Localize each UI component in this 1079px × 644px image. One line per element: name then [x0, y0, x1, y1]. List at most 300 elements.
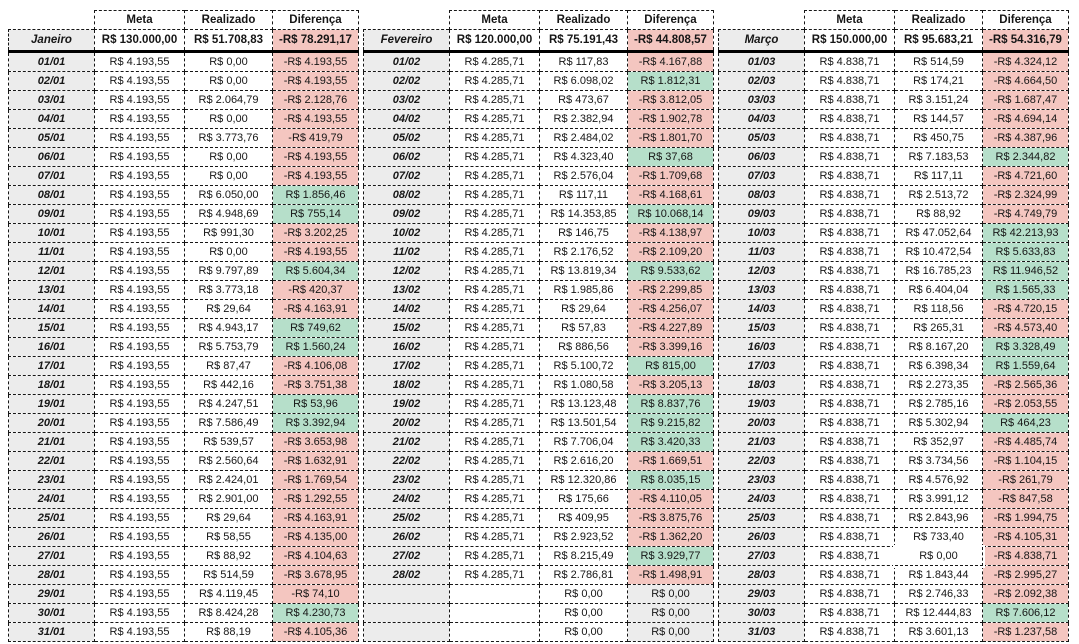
- meta-cell[interactable]: R$ 4.285,71: [450, 471, 540, 490]
- day-cell[interactable]: 10/01: [9, 224, 95, 243]
- day-cell[interactable]: 06/03: [719, 148, 805, 167]
- realizado-cell[interactable]: R$ 117,11: [895, 167, 983, 186]
- meta-cell[interactable]: R$ 4.193,55: [95, 205, 185, 224]
- realizado-cell[interactable]: R$ 450,75: [895, 129, 983, 148]
- meta-cell[interactable]: R$ 4.838,71: [805, 623, 895, 642]
- day-cell[interactable]: 18/03: [719, 376, 805, 395]
- meta-cell[interactable]: R$ 4.193,55: [95, 338, 185, 357]
- meta-cell[interactable]: [450, 604, 540, 623]
- meta-cell[interactable]: R$ 4.193,55: [95, 414, 185, 433]
- diferenca-cell[interactable]: -R$ 4.749,79: [983, 205, 1069, 224]
- diferenca-cell[interactable]: R$ 9.533,62: [628, 262, 714, 281]
- day-cell[interactable]: 10/02: [364, 224, 450, 243]
- diferenca-cell[interactable]: -R$ 74,10: [273, 585, 359, 604]
- diferenca-cell[interactable]: -R$ 4.485,74: [983, 433, 1069, 452]
- diferenca-cell[interactable]: R$ 1.559,64: [983, 357, 1069, 376]
- meta-cell[interactable]: R$ 4.285,71: [450, 129, 540, 148]
- realizado-cell[interactable]: R$ 4.948,69: [185, 205, 273, 224]
- day-cell[interactable]: 31/03: [719, 623, 805, 642]
- diferenca-cell[interactable]: -R$ 4.720,15: [983, 300, 1069, 319]
- diferenca-cell[interactable]: -R$ 420,37: [273, 281, 359, 300]
- day-cell[interactable]: 04/03: [719, 110, 805, 129]
- diferenca-cell[interactable]: -R$ 4.168,61: [628, 186, 714, 205]
- day-cell[interactable]: 12/01: [9, 262, 95, 281]
- diferenca-cell[interactable]: -R$ 3.653,98: [273, 433, 359, 452]
- realizado-cell[interactable]: R$ 3.773,18: [185, 281, 273, 300]
- realizado-cell[interactable]: R$ 10.472,54: [895, 243, 983, 262]
- meta-cell[interactable]: R$ 4.838,71: [805, 148, 895, 167]
- day-cell[interactable]: 14/03: [719, 300, 805, 319]
- diferenca-cell[interactable]: -R$ 847,58: [983, 490, 1069, 509]
- realizado-total-cell[interactable]: R$ 51.708,83: [185, 30, 273, 52]
- meta-cell[interactable]: R$ 4.193,55: [95, 52, 185, 72]
- day-cell[interactable]: 02/03: [719, 72, 805, 91]
- realizado-cell[interactable]: R$ 2.923,52: [540, 528, 628, 547]
- diferenca-cell[interactable]: -R$ 4.256,07: [628, 300, 714, 319]
- meta-cell[interactable]: R$ 4.193,55: [95, 509, 185, 528]
- realizado-cell[interactable]: R$ 5.753,79: [185, 338, 273, 357]
- realizado-cell[interactable]: R$ 2.424,01: [185, 471, 273, 490]
- diferenca-cell[interactable]: -R$ 4.193,55: [273, 148, 359, 167]
- diferenca-total-cell[interactable]: -R$ 78.291,17: [273, 30, 359, 52]
- realizado-cell[interactable]: R$ 409,95: [540, 509, 628, 528]
- meta-cell[interactable]: R$ 4.193,55: [95, 395, 185, 414]
- meta-cell[interactable]: R$ 4.838,71: [805, 471, 895, 490]
- diferenca-cell[interactable]: -R$ 4.664,50: [983, 72, 1069, 91]
- day-cell[interactable]: 25/02: [364, 509, 450, 528]
- meta-cell[interactable]: R$ 4.285,71: [450, 224, 540, 243]
- day-cell[interactable]: 02/02: [364, 72, 450, 91]
- day-cell[interactable]: 14/02: [364, 300, 450, 319]
- realizado-cell[interactable]: R$ 9.797,89: [185, 262, 273, 281]
- realizado-cell[interactable]: R$ 6.098,02: [540, 72, 628, 91]
- diferenca-cell[interactable]: R$ 53,96: [273, 395, 359, 414]
- diferenca-cell[interactable]: -R$ 1.632,91: [273, 452, 359, 471]
- diferenca-cell[interactable]: R$ 0,00: [628, 604, 714, 623]
- realizado-cell[interactable]: R$ 2.576,04: [540, 167, 628, 186]
- day-cell[interactable]: 05/03: [719, 129, 805, 148]
- meta-cell[interactable]: R$ 4.193,55: [95, 566, 185, 585]
- day-cell[interactable]: 22/01: [9, 452, 95, 471]
- diferenca-cell[interactable]: -R$ 3.875,76: [628, 509, 714, 528]
- diferenca-cell[interactable]: -R$ 4.163,91: [273, 509, 359, 528]
- meta-cell[interactable]: R$ 4.285,71: [450, 300, 540, 319]
- realizado-cell[interactable]: R$ 29,64: [185, 509, 273, 528]
- day-cell[interactable]: 13/01: [9, 281, 95, 300]
- realizado-cell[interactable]: R$ 88,92: [185, 547, 273, 566]
- meta-cell[interactable]: R$ 4.193,55: [95, 300, 185, 319]
- realizado-cell[interactable]: R$ 8.424,28: [185, 604, 273, 623]
- column-header-0[interactable]: Meta: [95, 11, 185, 30]
- realizado-cell[interactable]: R$ 4.576,92: [895, 471, 983, 490]
- meta-cell[interactable]: R$ 4.838,71: [805, 243, 895, 262]
- day-cell[interactable]: 24/02: [364, 490, 450, 509]
- meta-cell[interactable]: R$ 4.193,55: [95, 623, 185, 642]
- realizado-cell[interactable]: R$ 118,56: [895, 300, 983, 319]
- day-cell[interactable]: 19/01: [9, 395, 95, 414]
- day-cell[interactable]: 16/01: [9, 338, 95, 357]
- diferenca-cell[interactable]: -R$ 4.573,40: [983, 319, 1069, 338]
- meta-cell[interactable]: R$ 4.193,55: [95, 72, 185, 91]
- day-cell[interactable]: 02/01: [9, 72, 95, 91]
- meta-cell[interactable]: R$ 4.285,71: [450, 319, 540, 338]
- meta-cell[interactable]: R$ 4.285,71: [450, 357, 540, 376]
- meta-cell[interactable]: R$ 4.193,55: [95, 148, 185, 167]
- day-cell[interactable]: 25/01: [9, 509, 95, 528]
- diferenca-cell[interactable]: -R$ 2.128,76: [273, 91, 359, 110]
- diferenca-cell[interactable]: R$ 7.606,12: [983, 604, 1069, 623]
- meta-cell[interactable]: R$ 4.285,71: [450, 186, 540, 205]
- realizado-cell[interactable]: R$ 29,64: [185, 300, 273, 319]
- column-header-2[interactable]: Diferença: [628, 11, 714, 30]
- column-header-0[interactable]: Meta: [450, 11, 540, 30]
- day-cell[interactable]: 11/03: [719, 243, 805, 262]
- diferenca-cell[interactable]: -R$ 4.163,91: [273, 300, 359, 319]
- meta-cell[interactable]: R$ 4.193,55: [95, 243, 185, 262]
- meta-cell[interactable]: R$ 4.838,71: [805, 604, 895, 623]
- realizado-cell[interactable]: R$ 442,16: [185, 376, 273, 395]
- diferenca-cell[interactable]: -R$ 4.167,88: [628, 52, 714, 72]
- day-cell[interactable]: 26/02: [364, 528, 450, 547]
- realizado-cell[interactable]: R$ 29,64: [540, 300, 628, 319]
- diferenca-cell[interactable]: -R$ 3.751,38: [273, 376, 359, 395]
- realizado-cell[interactable]: R$ 87,47: [185, 357, 273, 376]
- realizado-cell[interactable]: R$ 3.991,12: [895, 490, 983, 509]
- realizado-cell[interactable]: R$ 352,97: [895, 433, 983, 452]
- realizado-cell[interactable]: R$ 733,40: [895, 528, 983, 547]
- diferenca-cell[interactable]: R$ 464,23: [983, 414, 1069, 433]
- day-cell[interactable]: 21/02: [364, 433, 450, 452]
- diferenca-cell[interactable]: -R$ 261,79: [983, 471, 1069, 490]
- realizado-cell[interactable]: R$ 0,00: [540, 585, 628, 604]
- meta-cell[interactable]: R$ 4.838,71: [805, 376, 895, 395]
- realizado-cell[interactable]: R$ 0,00: [185, 148, 273, 167]
- day-cell[interactable]: 23/01: [9, 471, 95, 490]
- realizado-cell[interactable]: R$ 2.616,20: [540, 452, 628, 471]
- meta-cell[interactable]: R$ 4.838,71: [805, 186, 895, 205]
- day-cell[interactable]: 30/01: [9, 604, 95, 623]
- day-cell[interactable]: 07/02: [364, 167, 450, 186]
- day-cell[interactable]: 20/03: [719, 414, 805, 433]
- day-cell[interactable]: 24/01: [9, 490, 95, 509]
- meta-cell[interactable]: R$ 4.838,71: [805, 490, 895, 509]
- meta-cell[interactable]: R$ 4.838,71: [805, 452, 895, 471]
- realizado-cell[interactable]: R$ 1.080,58: [540, 376, 628, 395]
- diferenca-cell[interactable]: R$ 4.230,73: [273, 604, 359, 623]
- column-header-2[interactable]: Diferença: [273, 11, 359, 30]
- day-cell[interactable]: [364, 585, 450, 604]
- day-cell[interactable]: 16/02: [364, 338, 450, 357]
- day-cell[interactable]: 01/01: [9, 52, 95, 72]
- diferenca-cell[interactable]: R$ 3.929,77: [628, 547, 714, 566]
- diferenca-cell[interactable]: -R$ 1.994,75: [983, 509, 1069, 528]
- meta-total-cell[interactable]: R$ 120.000,00: [450, 30, 540, 52]
- realizado-cell[interactable]: R$ 175,66: [540, 490, 628, 509]
- realizado-cell[interactable]: R$ 514,59: [185, 566, 273, 585]
- diferenca-cell[interactable]: -R$ 2.092,38: [983, 585, 1069, 604]
- realizado-cell[interactable]: R$ 0,00: [540, 623, 628, 642]
- meta-cell[interactable]: R$ 4.285,71: [450, 376, 540, 395]
- realizado-cell[interactable]: R$ 2.064,79: [185, 91, 273, 110]
- meta-cell[interactable]: R$ 4.285,71: [450, 414, 540, 433]
- day-cell[interactable]: 20/02: [364, 414, 450, 433]
- meta-cell[interactable]: R$ 4.838,71: [805, 91, 895, 110]
- meta-cell[interactable]: R$ 4.838,71: [805, 205, 895, 224]
- realizado-cell[interactable]: R$ 0,00: [895, 547, 983, 566]
- day-cell[interactable]: 08/01: [9, 186, 95, 205]
- realizado-cell[interactable]: R$ 6.404,04: [895, 281, 983, 300]
- realizado-cell[interactable]: R$ 2.484,02: [540, 129, 628, 148]
- diferenca-cell[interactable]: -R$ 4.105,36: [273, 623, 359, 642]
- realizado-cell[interactable]: R$ 514,59: [895, 52, 983, 72]
- meta-cell[interactable]: R$ 4.193,55: [95, 224, 185, 243]
- realizado-cell[interactable]: R$ 4.323,40: [540, 148, 628, 167]
- day-cell[interactable]: 27/01: [9, 547, 95, 566]
- day-cell[interactable]: 01/03: [719, 52, 805, 72]
- day-cell[interactable]: 29/03: [719, 585, 805, 604]
- meta-cell[interactable]: R$ 4.838,71: [805, 338, 895, 357]
- meta-cell[interactable]: R$ 4.285,71: [450, 52, 540, 72]
- meta-cell[interactable]: [450, 585, 540, 604]
- realizado-cell[interactable]: R$ 12.320,86: [540, 471, 628, 490]
- realizado-cell[interactable]: R$ 117,83: [540, 52, 628, 72]
- realizado-cell[interactable]: R$ 2.843,96: [895, 509, 983, 528]
- realizado-cell[interactable]: R$ 174,21: [895, 72, 983, 91]
- diferenca-cell[interactable]: -R$ 3.399,16: [628, 338, 714, 357]
- realizado-cell[interactable]: R$ 8.215,49: [540, 547, 628, 566]
- diferenca-cell[interactable]: -R$ 4.193,55: [273, 110, 359, 129]
- realizado-cell[interactable]: R$ 13.501,54: [540, 414, 628, 433]
- meta-cell[interactable]: R$ 4.285,71: [450, 395, 540, 414]
- month-label[interactable]: Março: [719, 30, 805, 52]
- day-cell[interactable]: 21/01: [9, 433, 95, 452]
- day-cell[interactable]: 12/03: [719, 262, 805, 281]
- day-cell[interactable]: 22/02: [364, 452, 450, 471]
- day-cell[interactable]: 04/01: [9, 110, 95, 129]
- day-cell[interactable]: 26/03: [719, 528, 805, 547]
- meta-cell[interactable]: R$ 4.285,71: [450, 281, 540, 300]
- day-cell[interactable]: 15/01: [9, 319, 95, 338]
- diferenca-cell[interactable]: R$ 9.215,82: [628, 414, 714, 433]
- meta-cell[interactable]: R$ 4.285,71: [450, 72, 540, 91]
- realizado-total-cell[interactable]: R$ 95.683,21: [895, 30, 983, 52]
- diferenca-cell[interactable]: R$ 3.392,94: [273, 414, 359, 433]
- diferenca-cell[interactable]: -R$ 4.135,00: [273, 528, 359, 547]
- meta-cell[interactable]: R$ 4.193,55: [95, 376, 185, 395]
- day-cell[interactable]: 25/03: [719, 509, 805, 528]
- day-cell[interactable]: 11/02: [364, 243, 450, 262]
- day-cell[interactable]: 01/02: [364, 52, 450, 72]
- day-cell[interactable]: 16/03: [719, 338, 805, 357]
- meta-cell[interactable]: R$ 4.285,71: [450, 338, 540, 357]
- day-cell[interactable]: 27/02: [364, 547, 450, 566]
- realizado-cell[interactable]: R$ 2.513,72: [895, 186, 983, 205]
- day-cell[interactable]: 09/02: [364, 205, 450, 224]
- diferenca-cell[interactable]: -R$ 2.565,36: [983, 376, 1069, 395]
- diferenca-cell[interactable]: -R$ 1.902,78: [628, 110, 714, 129]
- diferenca-cell[interactable]: R$ 0,00: [628, 623, 714, 642]
- meta-cell[interactable]: R$ 4.285,71: [450, 262, 540, 281]
- meta-cell[interactable]: R$ 4.285,71: [450, 91, 540, 110]
- day-cell[interactable]: 28/01: [9, 566, 95, 585]
- diferenca-cell[interactable]: -R$ 1.292,55: [273, 490, 359, 509]
- meta-cell[interactable]: R$ 4.193,55: [95, 357, 185, 376]
- realizado-cell[interactable]: R$ 5.302,94: [895, 414, 983, 433]
- day-cell[interactable]: 26/01: [9, 528, 95, 547]
- meta-cell[interactable]: R$ 4.838,71: [805, 528, 895, 547]
- day-cell[interactable]: 05/02: [364, 129, 450, 148]
- realizado-cell[interactable]: R$ 4.247,51: [185, 395, 273, 414]
- day-cell[interactable]: 10/03: [719, 224, 805, 243]
- day-cell[interactable]: 07/01: [9, 167, 95, 186]
- realizado-cell[interactable]: R$ 3.773,76: [185, 129, 273, 148]
- meta-cell[interactable]: R$ 4.838,71: [805, 300, 895, 319]
- meta-cell[interactable]: R$ 4.285,71: [450, 547, 540, 566]
- meta-cell[interactable]: R$ 4.193,55: [95, 490, 185, 509]
- realizado-cell[interactable]: R$ 0,00: [185, 243, 273, 262]
- meta-cell[interactable]: R$ 4.838,71: [805, 509, 895, 528]
- diferenca-cell[interactable]: R$ 37,68: [628, 148, 714, 167]
- diferenca-cell[interactable]: R$ 10.068,14: [628, 205, 714, 224]
- realizado-cell[interactable]: R$ 265,31: [895, 319, 983, 338]
- day-cell[interactable]: 17/01: [9, 357, 95, 376]
- realizado-cell[interactable]: R$ 47.052,64: [895, 224, 983, 243]
- diferenca-cell[interactable]: R$ 1.812,31: [628, 72, 714, 91]
- diferenca-cell[interactable]: -R$ 4.721,60: [983, 167, 1069, 186]
- column-header-0[interactable]: Meta: [805, 11, 895, 30]
- diferenca-cell[interactable]: -R$ 4.324,12: [983, 52, 1069, 72]
- meta-cell[interactable]: R$ 4.838,71: [805, 281, 895, 300]
- diferenca-cell[interactable]: R$ 1.565,33: [983, 281, 1069, 300]
- day-cell[interactable]: 09/01: [9, 205, 95, 224]
- diferenca-cell[interactable]: -R$ 4.104,63: [273, 547, 359, 566]
- realizado-cell[interactable]: R$ 2.785,16: [895, 395, 983, 414]
- diferenca-cell[interactable]: -R$ 2.053,55: [983, 395, 1069, 414]
- day-cell[interactable]: 22/03: [719, 452, 805, 471]
- realizado-cell[interactable]: R$ 3.151,24: [895, 91, 983, 110]
- meta-cell[interactable]: R$ 4.285,71: [450, 243, 540, 262]
- realizado-cell[interactable]: R$ 0,00: [185, 110, 273, 129]
- realizado-cell[interactable]: R$ 0,00: [185, 72, 273, 91]
- month-label[interactable]: Janeiro: [9, 30, 95, 52]
- realizado-cell[interactable]: R$ 7.586,49: [185, 414, 273, 433]
- realizado-cell[interactable]: R$ 117,11: [540, 186, 628, 205]
- day-cell[interactable]: 29/01: [9, 585, 95, 604]
- meta-cell[interactable]: R$ 4.838,71: [805, 224, 895, 243]
- diferenca-total-cell[interactable]: -R$ 44.808,57: [628, 30, 714, 52]
- realizado-cell[interactable]: R$ 5.100,72: [540, 357, 628, 376]
- realizado-cell[interactable]: R$ 2.273,35: [895, 376, 983, 395]
- day-cell[interactable]: 28/02: [364, 566, 450, 585]
- meta-cell[interactable]: R$ 4.838,71: [805, 72, 895, 91]
- day-cell[interactable]: 19/03: [719, 395, 805, 414]
- realizado-cell[interactable]: R$ 6.050,00: [185, 186, 273, 205]
- realizado-cell[interactable]: R$ 886,56: [540, 338, 628, 357]
- diferenca-cell[interactable]: -R$ 1.362,20: [628, 528, 714, 547]
- day-cell[interactable]: 30/03: [719, 604, 805, 623]
- diferenca-cell[interactable]: R$ 5.604,34: [273, 262, 359, 281]
- diferenca-cell[interactable]: R$ 2.344,82: [983, 148, 1069, 167]
- meta-cell[interactable]: R$ 4.838,71: [805, 129, 895, 148]
- day-cell[interactable]: 17/03: [719, 357, 805, 376]
- realizado-cell[interactable]: R$ 2.382,94: [540, 110, 628, 129]
- realizado-cell[interactable]: R$ 7.706,04: [540, 433, 628, 452]
- diferenca-cell[interactable]: -R$ 4.694,14: [983, 110, 1069, 129]
- realizado-cell[interactable]: R$ 14.353,85: [540, 205, 628, 224]
- day-cell[interactable]: 17/02: [364, 357, 450, 376]
- meta-cell[interactable]: R$ 4.193,55: [95, 129, 185, 148]
- meta-cell[interactable]: R$ 4.285,71: [450, 566, 540, 585]
- meta-cell[interactable]: R$ 4.838,71: [805, 319, 895, 338]
- meta-cell[interactable]: R$ 4.193,55: [95, 452, 185, 471]
- day-cell[interactable]: 23/02: [364, 471, 450, 490]
- column-header-1[interactable]: Realizado: [540, 11, 628, 30]
- day-cell[interactable]: 13/03: [719, 281, 805, 300]
- day-cell[interactable]: 08/02: [364, 186, 450, 205]
- diferenca-cell[interactable]: R$ 11.946,52: [983, 262, 1069, 281]
- meta-cell[interactable]: R$ 4.193,55: [95, 186, 185, 205]
- diferenca-cell[interactable]: R$ 815,00: [628, 357, 714, 376]
- meta-cell[interactable]: R$ 4.838,71: [805, 547, 895, 566]
- diferenca-cell[interactable]: -R$ 3.678,95: [273, 566, 359, 585]
- day-cell[interactable]: 08/03: [719, 186, 805, 205]
- day-cell[interactable]: 03/01: [9, 91, 95, 110]
- diferenca-cell[interactable]: -R$ 2.299,85: [628, 281, 714, 300]
- day-cell[interactable]: 15/02: [364, 319, 450, 338]
- day-cell[interactable]: 09/03: [719, 205, 805, 224]
- meta-cell[interactable]: R$ 4.838,71: [805, 585, 895, 604]
- diferenca-cell[interactable]: -R$ 1.687,47: [983, 91, 1069, 110]
- diferenca-cell[interactable]: R$ 42.213,93: [983, 224, 1069, 243]
- diferenca-cell[interactable]: -R$ 3.205,13: [628, 376, 714, 395]
- diferenca-cell[interactable]: -R$ 4.227,89: [628, 319, 714, 338]
- meta-cell[interactable]: R$ 4.285,71: [450, 528, 540, 547]
- meta-cell[interactable]: R$ 4.285,71: [450, 490, 540, 509]
- diferenca-cell[interactable]: R$ 1.856,46: [273, 186, 359, 205]
- meta-cell[interactable]: R$ 4.193,55: [95, 91, 185, 110]
- diferenca-cell[interactable]: -R$ 2.109,20: [628, 243, 714, 262]
- realizado-cell[interactable]: R$ 539,57: [185, 433, 273, 452]
- diferenca-cell[interactable]: -R$ 4.110,05: [628, 490, 714, 509]
- diferenca-cell[interactable]: R$ 755,14: [273, 205, 359, 224]
- day-cell[interactable]: 18/01: [9, 376, 95, 395]
- diferenca-cell[interactable]: -R$ 4.387,96: [983, 129, 1069, 148]
- diferenca-cell[interactable]: R$ 8.035,15: [628, 471, 714, 490]
- meta-cell[interactable]: R$ 4.838,71: [805, 167, 895, 186]
- realizado-cell[interactable]: R$ 0,00: [185, 167, 273, 186]
- realizado-cell[interactable]: R$ 4.943,17: [185, 319, 273, 338]
- meta-cell[interactable]: R$ 4.193,55: [95, 281, 185, 300]
- diferenca-cell[interactable]: -R$ 1.769,54: [273, 471, 359, 490]
- diferenca-cell[interactable]: -R$ 1.498,91: [628, 566, 714, 585]
- meta-cell[interactable]: R$ 4.193,55: [95, 585, 185, 604]
- realizado-total-cell[interactable]: R$ 75.191,43: [540, 30, 628, 52]
- day-cell[interactable]: [364, 623, 450, 642]
- meta-cell[interactable]: R$ 4.285,71: [450, 433, 540, 452]
- realizado-cell[interactable]: R$ 12.444,83: [895, 604, 983, 623]
- realizado-cell[interactable]: R$ 13.123,48: [540, 395, 628, 414]
- meta-cell[interactable]: R$ 4.838,71: [805, 414, 895, 433]
- meta-cell[interactable]: R$ 4.838,71: [805, 52, 895, 72]
- diferenca-cell[interactable]: -R$ 3.202,25: [273, 224, 359, 243]
- meta-cell[interactable]: R$ 4.285,71: [450, 205, 540, 224]
- day-cell[interactable]: 23/03: [719, 471, 805, 490]
- realizado-cell[interactable]: R$ 0,00: [540, 604, 628, 623]
- meta-cell[interactable]: R$ 4.193,55: [95, 167, 185, 186]
- diferenca-cell[interactable]: -R$ 1.801,70: [628, 129, 714, 148]
- realizado-cell[interactable]: R$ 57,83: [540, 319, 628, 338]
- diferenca-cell[interactable]: -R$ 4.193,55: [273, 52, 359, 72]
